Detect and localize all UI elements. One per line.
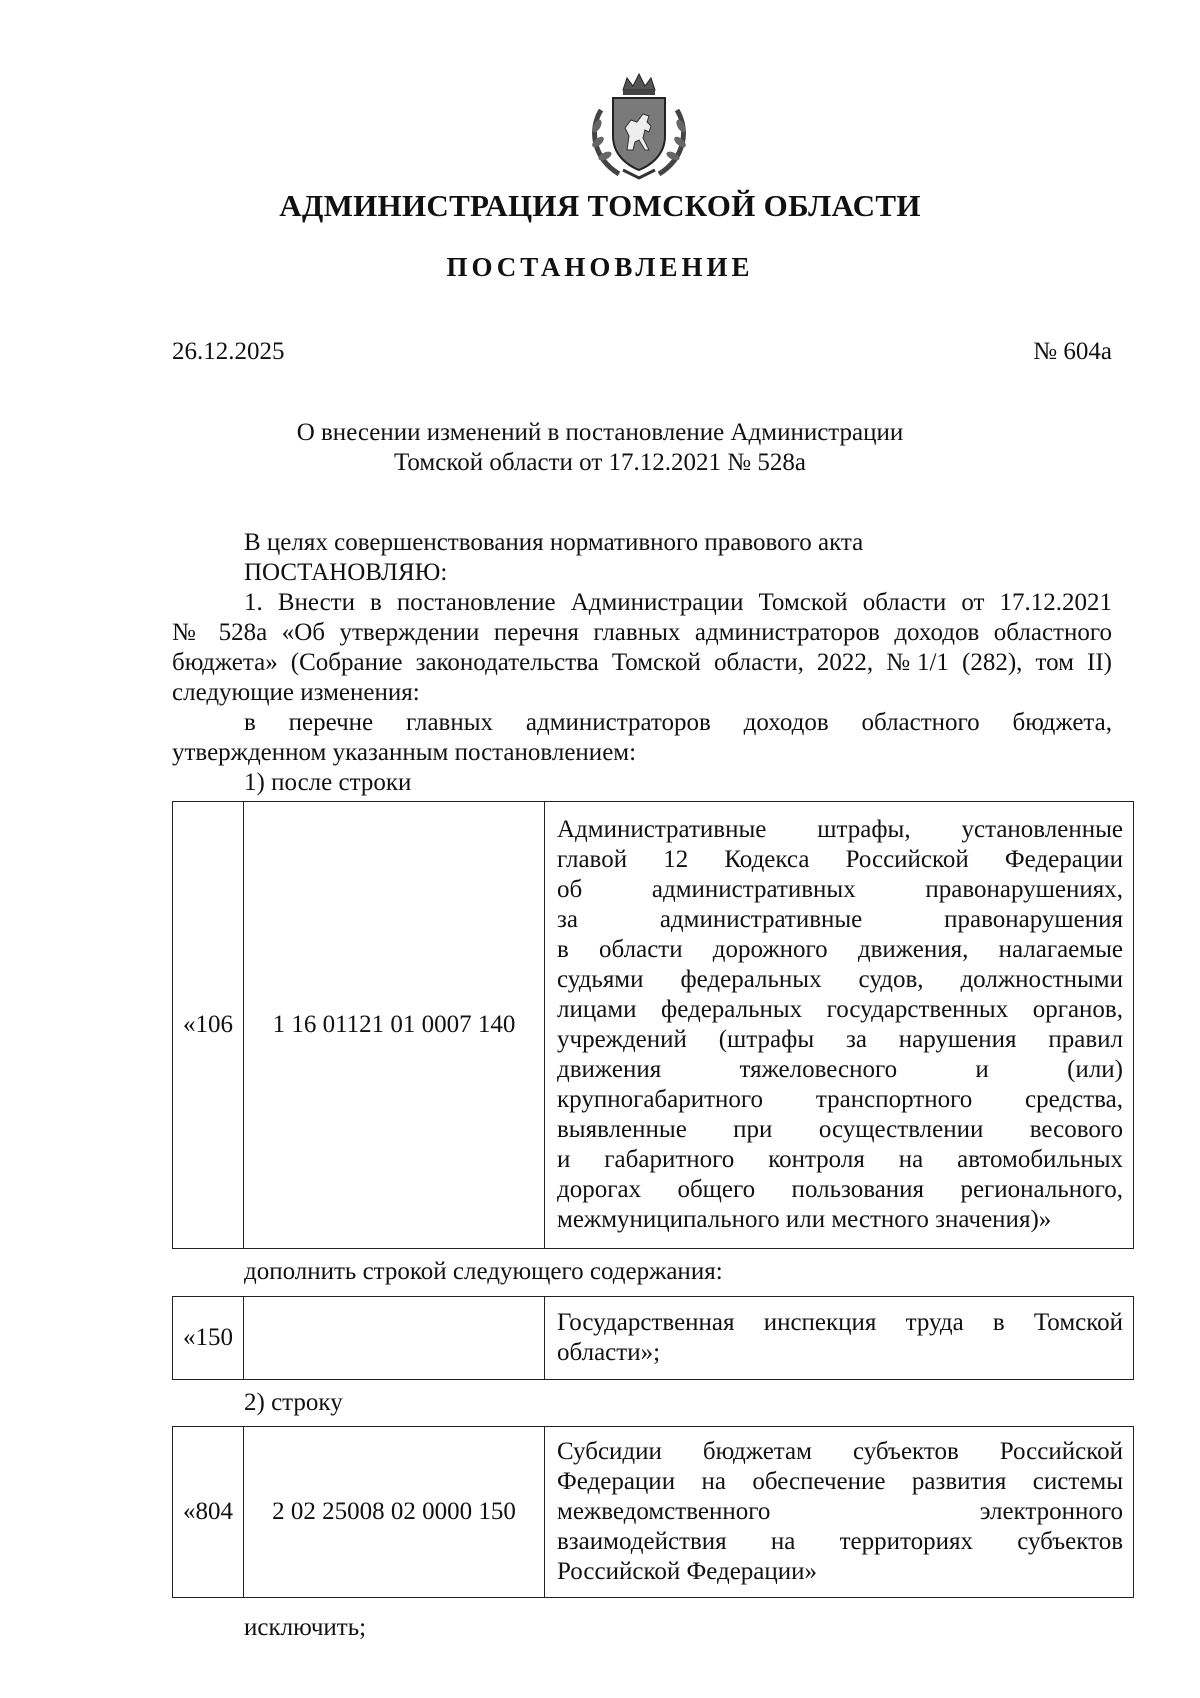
row-name-line: Государственная инспекция труда в Томской bbox=[557, 1309, 1123, 1336]
item1-line: следующие изменения: bbox=[172, 679, 420, 706]
row-code-cell: 2 02 25008 02 0000 150 bbox=[244, 1427, 545, 1598]
row-name-line: судьями федеральных судов, должностными bbox=[557, 966, 1123, 993]
row-name-line: Российской Федерации» bbox=[557, 1558, 818, 1585]
amendment-table-1 bbox=[172, 801, 1134, 1249]
subitem-1: 1) после строки bbox=[244, 769, 412, 796]
item1-line: 1. Внести в постановление Администрации Томской области от 17.12.2021 bbox=[244, 589, 1112, 616]
row-name-line: межведомственного электронного bbox=[557, 1498, 1123, 1525]
document-number: № 604а bbox=[1033, 338, 1112, 365]
document-type: ПОСТАНОВЛЕНИЕ bbox=[446, 252, 754, 282]
subject-line: Томской области от 17.12.2021 № 528а bbox=[394, 449, 806, 476]
row-name-line: движения тяжеловесного и (или) bbox=[557, 1056, 1123, 1083]
table-row bbox=[173, 1297, 1134, 1380]
row-name-line: учреждений (штрафы за нарушения правил bbox=[557, 1026, 1123, 1053]
row-name-line: взаимодействия на территориях субъектов bbox=[557, 1528, 1123, 1555]
row-name-line: области»; bbox=[557, 1339, 661, 1366]
row-name-line: лицами федеральных государственных органов, bbox=[557, 996, 1123, 1023]
row-number-cell: «150 bbox=[173, 1297, 244, 1380]
amendment-table-3 bbox=[172, 1426, 1134, 1598]
row-name-cell bbox=[545, 1427, 1134, 1598]
row-name-line: Административные штрафы, установленные bbox=[557, 816, 1123, 843]
table-row bbox=[173, 1427, 1134, 1598]
row-name-cell bbox=[545, 802, 1134, 1249]
row-name-line: выявленные при осуществлении весового bbox=[557, 1116, 1123, 1143]
row-code-cell bbox=[244, 1297, 545, 1380]
row-name-line: крупногабаритного транспортного средства, bbox=[557, 1086, 1123, 1113]
document-date: 26.12.2025 bbox=[172, 338, 285, 365]
instruction-exclude: исключить; bbox=[244, 1614, 367, 1641]
subject-line: О внесении изменений в постановление Администрации bbox=[296, 419, 904, 446]
table-row bbox=[173, 802, 1134, 1249]
list-intro-line: утвержденном указанным постановлением: bbox=[172, 739, 637, 766]
row-name-line: в области дорожного движения, налагаемые bbox=[557, 936, 1123, 963]
organization-title: АДМИНИСТРАЦИЯ ТОМСКОЙ ОБЛАСТИ bbox=[279, 188, 921, 223]
list-intro-line: в перечне главных администраторов доходов областного бюджета, bbox=[244, 709, 1112, 736]
row-name-line: об административных правонарушениях, bbox=[557, 876, 1123, 903]
row-name-line: дорогах общего пользования регионального, bbox=[557, 1176, 1123, 1203]
row-name-cell bbox=[545, 1297, 1134, 1380]
row-name-line: за административные правонарушения bbox=[557, 906, 1123, 933]
tomsk-oblast-coat-of-arms-icon bbox=[583, 70, 695, 182]
row-number-cell: «804 bbox=[173, 1427, 244, 1598]
purpose-paragraph: В целях совершенствования нормативного правового акта bbox=[244, 529, 864, 556]
resolve-word: ПОСТАНОВЛЯЮ: bbox=[244, 559, 448, 586]
amendment-table-2 bbox=[172, 1296, 1134, 1380]
row-name-line: межмуниципального или местного значения)» bbox=[557, 1206, 1052, 1233]
subitem-2: 2) строку bbox=[244, 1389, 343, 1416]
row-name-line: главой 12 Кодекса Российской Федерации bbox=[557, 846, 1123, 873]
item1-line: бюджета» (Собрание законодательства Томской области, 2022, №1/1 (282), том II) bbox=[172, 649, 1112, 676]
document-body bbox=[172, 528, 1112, 798]
document-subject bbox=[0, 418, 1200, 478]
item1-line: № 528а «Об утверждении перечня главных администраторов доходов областного bbox=[172, 619, 1112, 646]
row-code-cell: 1 16 01121 01 0007 140 bbox=[244, 802, 545, 1249]
row-number-cell: «106 bbox=[173, 802, 244, 1249]
row-name-line: Федерации на обеспечение развития системы bbox=[557, 1468, 1123, 1495]
row-name-line: Субсидии бюджетам субъектов Российской bbox=[557, 1438, 1123, 1465]
row-name-line: и габаритного контроля на автомобильных bbox=[557, 1146, 1123, 1173]
instruction-add-row: дополнить строкой следующего содержания: bbox=[244, 1258, 723, 1285]
